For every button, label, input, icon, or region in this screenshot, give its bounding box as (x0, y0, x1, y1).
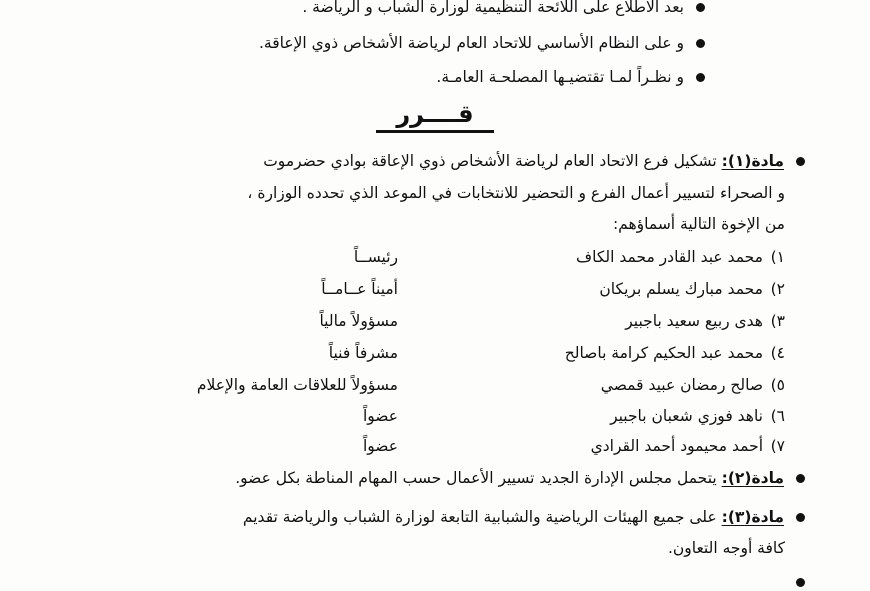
member-role: عضواً (362, 407, 398, 425)
article-1-line-1: مادة(١): تشكيل فرع الاتحاد العام لرياضة الأشخاص ذوي الإعاقة بوادي حضرموت (263, 150, 805, 172)
member-role: مسؤولاً مالياً (319, 312, 398, 330)
article-3-label: مادة(٣): (721, 508, 784, 526)
member-name: ٣)هدى ربيع سعيد باجبير (625, 312, 785, 330)
member-name: ٢)محمد مبارك يسلم بريكان (599, 280, 785, 298)
member-name: ٥)صالح رمضان عبيد قمصي (600, 376, 785, 394)
member-role: عضواً (362, 437, 398, 455)
preamble-item: و نظـراً لمـا تقتضيـها المصلحـة العامـة. (436, 66, 705, 88)
article-2: مادة(٢): يتحمل مجلس الإدارة الجديد تسيير الأعمال حسب المهام المناطة بكل عضو. (235, 467, 805, 489)
bullet-icon (696, 39, 705, 48)
member-name: ٧)أحمد محيمود أحمد القرادي (590, 437, 785, 455)
bullet-icon (796, 578, 805, 587)
article-3-line-1: مادة(٣): على جميع الهيئات الرياضية والشبابية التابعة لوزارة الشباب والرياضة تقديم (243, 506, 805, 528)
decree-title: قــــرر (0, 100, 870, 128)
article-2-label: مادة(٢): (721, 469, 784, 487)
article-3-line-2: كافة أوجه التعاون. (667, 539, 785, 557)
preamble-item: و على النظام الأساسي للاتحاد العام لرياضة الأشخاص ذوي الإعاقة. (259, 32, 705, 54)
member-role: مشرفاً فنياً (328, 344, 398, 362)
article-1-label: مادة(١): (721, 152, 784, 170)
member-role: أميناً عــامــاً (321, 280, 398, 298)
article-4-cutoff (784, 572, 805, 591)
bullet-icon (696, 3, 705, 12)
bullet-icon (796, 157, 805, 166)
member-name: ٤)محمد عبد الحكيم كرامة باصالح (564, 344, 785, 362)
member-role: مسؤولاً للعلاقات العامة والإعلام (196, 376, 398, 394)
preamble-item: بعد الاطلاع على اللائحة التنظيمية لوزارة الشباب و الرياضة . (302, 0, 705, 18)
article-1-line-3: من الإخوة التالية أسماؤهم: (612, 215, 785, 233)
member-name: ٦)ناهد فوزي شعبان باجبير (610, 407, 785, 425)
article-1-line-2: و الصحراء لتسيير أعمال الفرع و التحضير للانتخابات في الموعد الذي تحدده الوزارة ، (247, 184, 785, 202)
member-role: رئيســاً (353, 248, 398, 266)
bullet-icon (696, 73, 705, 82)
bullet-icon (796, 513, 805, 522)
bullet-icon (796, 474, 805, 483)
member-name: ١)محمد عبد القادر محمد الكاف (576, 248, 785, 266)
